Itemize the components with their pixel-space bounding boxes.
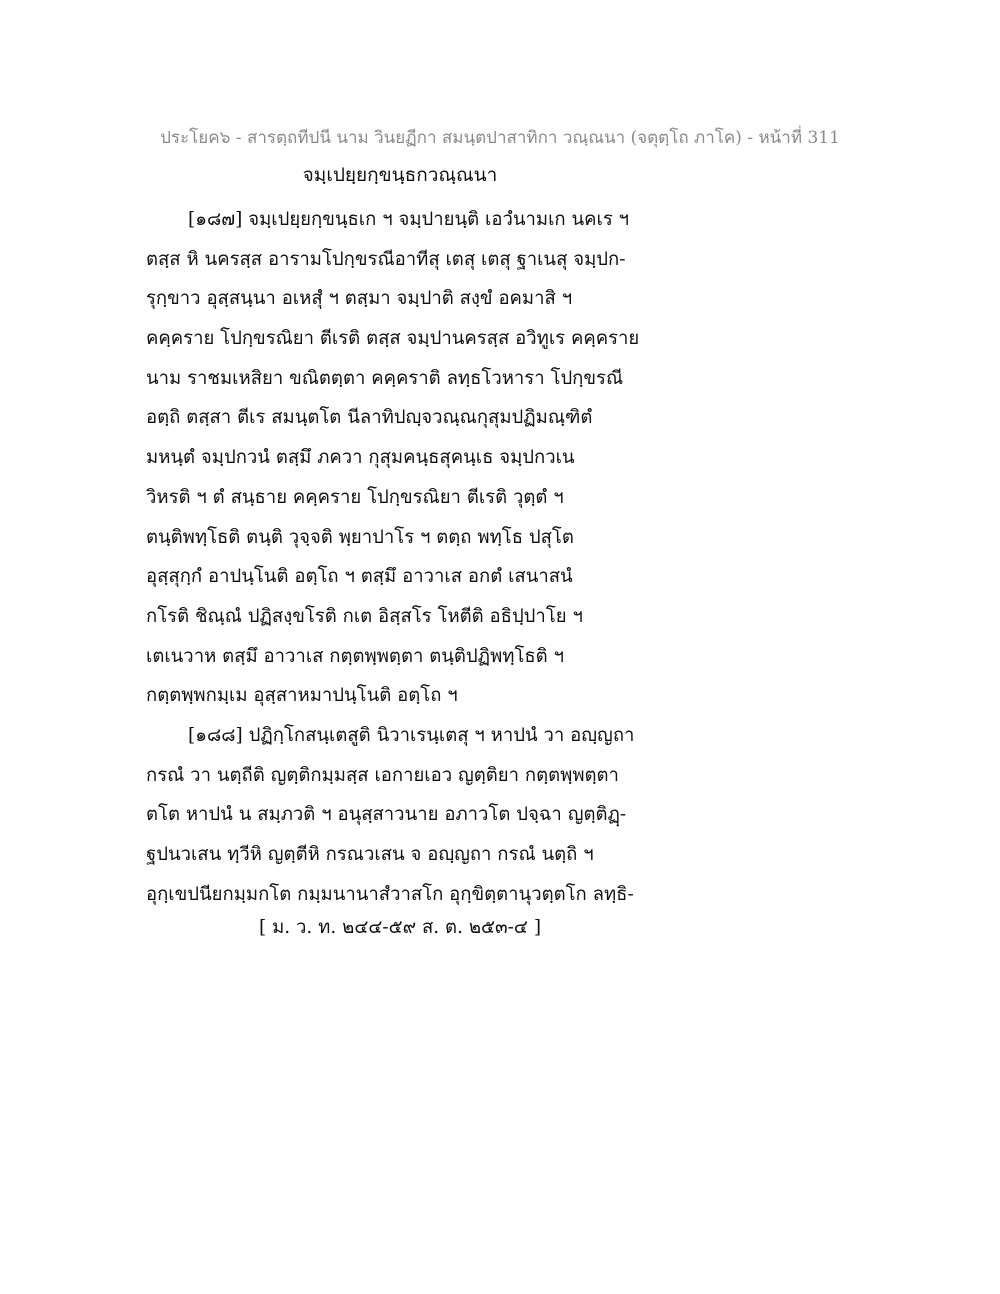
text-line: กโรติ ชิณฺณํ ปฏิสงฺขโรติ กเต อิสฺสโร โหตีติ อธิปฺปาโย ฯ [146,605,583,627]
reference-footnote: [ ม. ว. ท. ๒๔๔-๕๙ ส. ต. ๒๕๓-๔ ] [258,917,542,938]
text-line: กตฺตพฺพกมฺเม อุสฺสาหมาปนฺโนติ อตฺโถ ฯ [146,685,458,707]
text-line: อตฺถิ ตสฺสา ตีเร สมนฺตโต นีลาทิปญฺจวณฺณกุสุมปฏิมณฺฑิตํ [146,407,593,429]
body-text [146,200,706,914]
text-line: เตเนวาห ตสฺมึ อาวาเส กตฺตพฺพตฺตา ตนฺติปฏิพทฺโธติ ฯ [146,645,564,667]
text-line: วิหรติ ฯ ตํ สนฺธาย คคฺคราย โปกฺขรณิยา ตีเรติ วุตฺตํ ฯ [146,486,564,508]
text-line: อุสฺสุกฺกํ อาปนฺโนติ อตฺโถ ฯ ตสฺมึ อาวาเส อกตํ เสนาสนํ [146,566,573,588]
page-header: ประโยค๖ - สารตฺถทีปนี นาม วินยฏีกา สมนฺตปาสาทิกา วณฺณนา (จตุตฺโถ ภาโค) - หน้าที่ 311 [160,128,840,148]
text-line: กรณํ วา นตฺถีติ ญตฺติกมฺมสฺส เอกายเอว ญตฺติยา กตฺตพฺพตฺตา [146,764,619,786]
text-line: ฐปนวเสน ทฺวีหิ ญตฺตีหิ กรณวเสน จ อญฺญถา กรณํ นตฺถิ ฯ [146,844,594,865]
text-line: ตนฺติพทฺโธติ ตนฺติ วุจฺจติ พฺยาปาโร ฯ ตตฺถ พทฺโธ ปสุโต [146,526,574,548]
text-line: ตโต หาปนํ น สมฺภวติ ฯ อนุสฺสาวนาย อภาวโต ปจฺฉา ญตฺติฏฺ- [146,804,627,826]
section-title: จมฺเปยฺยกฺขนฺธกวณฺณนา [302,164,498,186]
text-line: มหนฺตํ จมฺปกวนํ ตสฺมึ ภควา กุสุมคนฺธสุคนฺเธ จมฺปกวเน [146,447,575,469]
text-line: ตสฺส หิ นครสฺส อารามโปกฺขรณีอาทีสุ เตสุ เตสุ ฐาเนสุ จมฺปก- [146,248,626,270]
text-line: นาม ราชมเหสิยา ขณิตตฺตา คคฺคราติ ลทฺธโวหารา โปกฺขรณี [146,367,624,389]
text-line: รุกฺขาว อุสฺสนฺนา อเหสุํ ฯ ตสฺมา จมฺปาติ สงฺขํ อคมาสิ ฯ [146,288,573,310]
text-line: [๑๘๘] ปฏิกฺโกสนฺเตสูติ นิวาเรนฺเตสุ ฯ หาปนํ วา อญฺญถา [188,724,635,746]
text-line: [๑๘๗] จมฺเปยฺยกฺขนฺธเก ฯ จมฺปายนฺติ เอวํนามเก นคเร ฯ [188,209,630,230]
text-line: คคฺคราย โปกฺขรณิยา ตีเรติ ตสฺส จมฺปานครสฺส อวิทูเร คคฺคราย [146,328,640,350]
text-line: อุกฺเขปนียกมฺมกโต กมฺมนานาสํวาสโก อุกฺขิตฺตานุวตฺตโก ลทฺธิ- [146,883,634,905]
